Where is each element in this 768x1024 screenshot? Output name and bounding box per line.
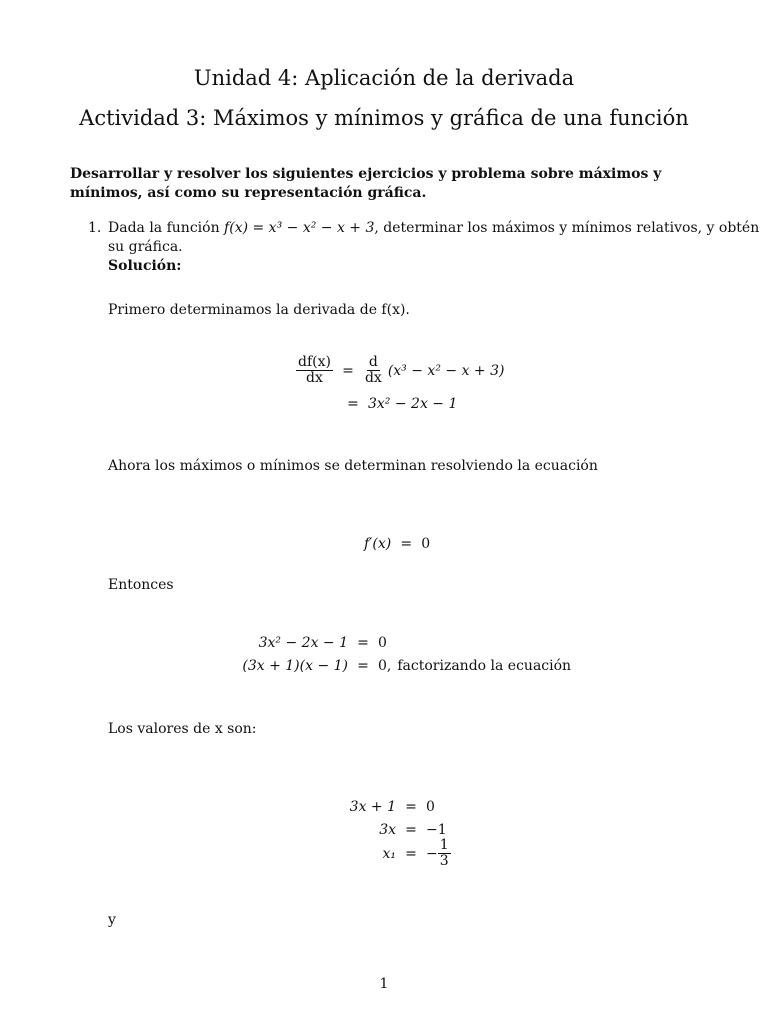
equals-sign: = [347, 396, 359, 412]
critical-point-equation [364, 536, 430, 552]
lhs-denominator: dx [306, 370, 323, 386]
factored-lhs: (3x + 1)(x − 1) [242, 658, 348, 674]
solve-step-3 [340, 838, 451, 869]
solve-step-2 [340, 822, 447, 838]
quadratic-equation [240, 635, 387, 651]
exercise-statement-line2: su gráfica. [108, 239, 183, 255]
and-label: y [108, 912, 116, 928]
operator-numerator: d [368, 354, 378, 370]
equals-sign: = [405, 799, 417, 815]
solve2-rhs: −1 [426, 822, 447, 838]
equals-sign: = [405, 822, 417, 838]
derivative-operator [363, 355, 384, 386]
page-number: 1 [379, 976, 389, 992]
equals-sign: = [357, 658, 369, 674]
critical-lhs: f′(x) [364, 536, 392, 552]
derivative-intro: Primero determinamos la derivada de f(x). [108, 302, 410, 318]
quadratic-lhs: 3x² − 2x − 1 [258, 635, 348, 651]
fraction-numerator: 1 [439, 837, 449, 853]
derivative-lhs [296, 355, 333, 386]
statement-before: Dada la función [108, 220, 225, 236]
exercise-number: 1. [88, 220, 102, 236]
factored-equation [240, 658, 571, 674]
solve1-rhs: 0 [426, 799, 435, 815]
equals-sign: = [342, 362, 354, 379]
solve-step-1 [340, 799, 435, 815]
equals-sign: = [357, 635, 369, 651]
quadratic-rhs: 0 [378, 635, 387, 651]
equals-sign: = [400, 536, 413, 552]
derivative-equation-line1 [296, 355, 504, 386]
derivative-equation-line2 [338, 396, 457, 412]
solve3-sign: − [426, 845, 438, 862]
exercise-statement [108, 220, 759, 236]
solve1-lhs: 3x + 1 [349, 799, 396, 815]
equals-sign: = [405, 845, 417, 862]
function-expression: f(x) = x³ − x² − x + 3 [224, 220, 375, 236]
lhs-numerator: df(x) [298, 354, 331, 370]
solve3-lhs: x₁ [382, 845, 396, 862]
statement-after: , determinar los máximos y mínimos relativos, y obtén [374, 220, 760, 236]
then-label: Entonces [108, 577, 174, 593]
one-third-fraction [438, 838, 451, 869]
solution-label: Solución: [108, 258, 182, 274]
fraction-denominator: 3 [439, 853, 449, 869]
equation-intro: Ahora los máximos o mínimos se determinan resolviendo la ecuación [108, 458, 598, 474]
intro-paragraph: Desarrollar y resolver los siguientes ejercicios y problema sobre máximos y mínimos, así como su representación gráfica. [70, 166, 662, 201]
factored-rhs: 0, [378, 658, 392, 674]
operator-denominator: dx [364, 370, 382, 386]
factored-note: factorizando la ecuación [397, 658, 572, 674]
critical-rhs: 0 [421, 536, 431, 552]
derivative-result: 3x² − 2x − 1 [368, 396, 458, 412]
page-subtitle: Actividad 3: Máximos y mínimos y gráfica de una función [79, 106, 689, 130]
solve2-lhs: 3x [379, 822, 396, 838]
page-title: Unidad 4: Aplicación de la derivada [193, 66, 575, 90]
values-of-x-label: Los valores de x son: [108, 721, 257, 737]
derivative-argument: (x³ − x² − x + 3) [387, 362, 505, 379]
